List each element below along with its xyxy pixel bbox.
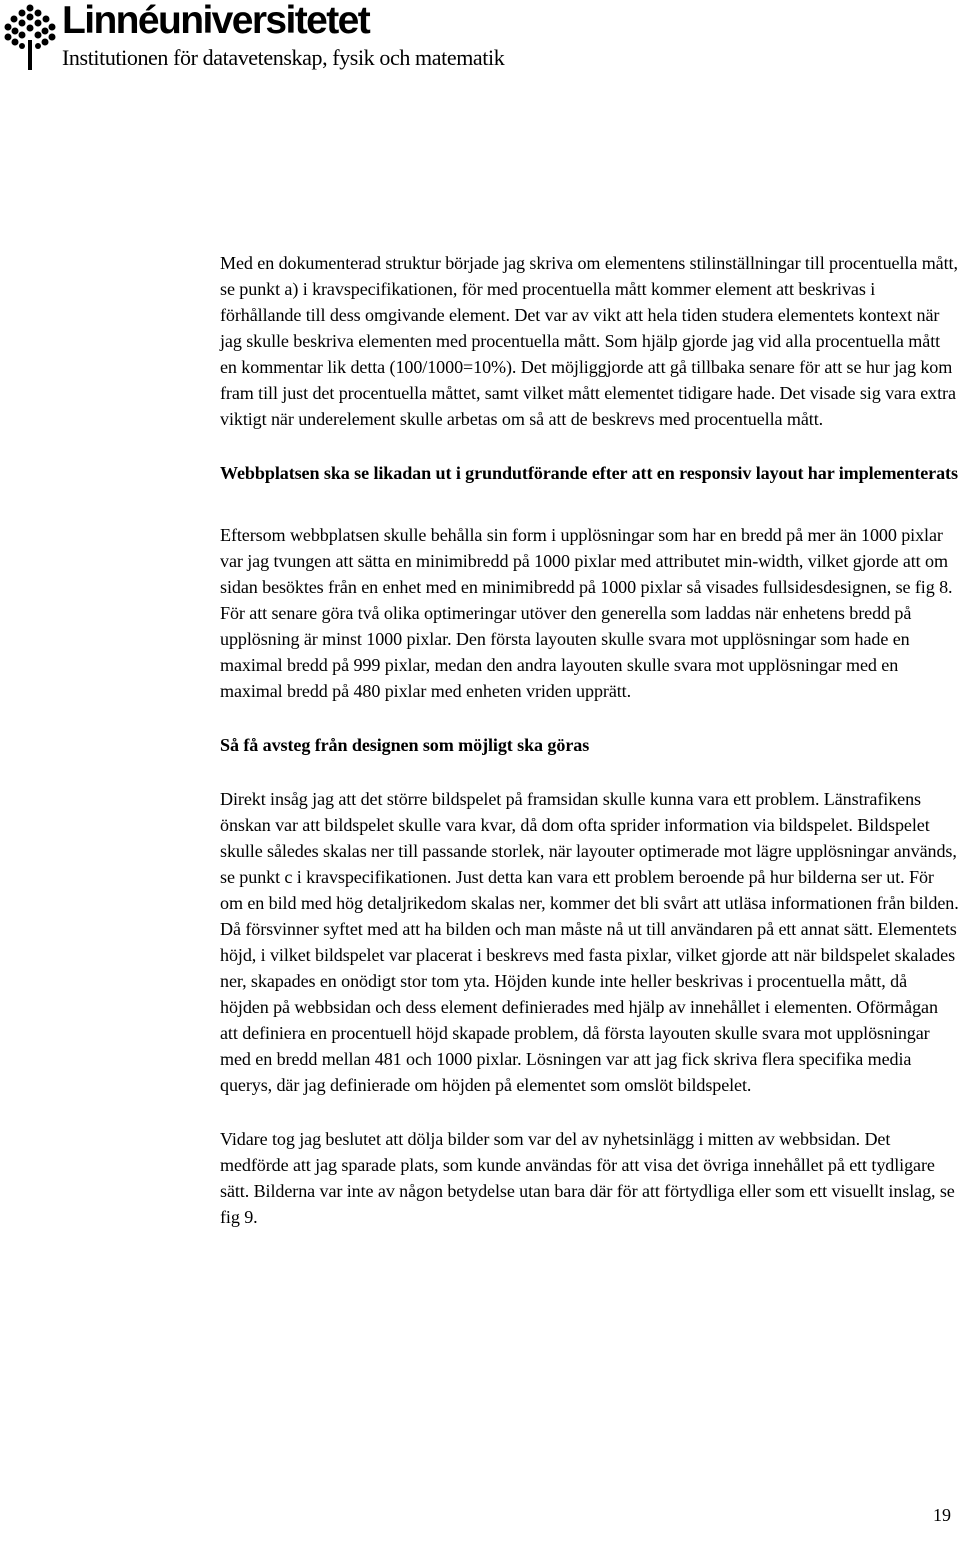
document-body — [220, 250, 960, 1230]
page-header — [0, 0, 960, 80]
paragraph: Med en dokumenterad struktur började jag skriva om elementens stilinställningar till procentuella mått, se punkt a) i kravspecifikationen, för med procentuella mått kommer element att beskrivas i förhållande till dess omgivande element. Det var av vikt att hela tiden studera elementets kontext när jag skulle beskriva elementen med procentuella mått. Som hjälp gjorde jag vid alla procentuella mått en kommentar lik detta (100/1000=10%). Det möjliggjorde att gå tillbaka senare för att se hur jag kom fram till just det procentuella måttet, samt vilket mått elementet tidigare hade. Det visade sig vara extra viktigt när underelement skulle arbetas om så att de beskrevs med procentuella mått. — [220, 253, 958, 429]
section-heading: Webbplatsen ska se likadan ut i grundutförande efter att en responsiv layout har implementerats — [220, 463, 958, 483]
paragraph: Eftersom webbplatsen skulle behålla sin form i upplösningar som har en bredd på mer än 1000 pixlar var jag tvungen att sätta en minimibredd på 1000 pixlar med attributet min-width, vilket gjorde att om sidan besöktes från en enhet med en minimibredd på 1000 pixlar så visades fullsidesdesignen, se fig 8. För att senare göra två olika optimeringar utöver den generella som laddas när enhetens bredd på upplösning är minst 1000 pixlar. Den första layouten skulle svara mot upplösningar som hade en maximal bredd på 999 pixlar, medan den andra layouten skulle svara mot upplösningar med en maximal bredd på 480 pixlar med enheten vriden upprätt. — [220, 525, 953, 701]
institution-name: Institutionen för datavetenskap, fysik och matematik — [62, 45, 505, 70]
paragraph: Direkt insåg jag att det större bildspelet på framsidan skulle kunna vara ett problem. Länstrafikens önskan var att bildspelet skulle vara kvar, då dom ofta sprider information via bildspelet. Bildspelet skulle således skalas ner till passande storlek, när layouter optimerade mot lägre upplösningar används, se punkt c i kravspecifikationen. Just detta kan vara ett problem beroende på hur bilderna ser ut. För om en bild med hög detaljrikedom skalas ner, kommer det bli svårt att utläsa informationen från bilden. Då försvinner syftet med att ha bilden och man måste nå ut till användaren på ett annat sätt. Elementets höjd, i vilket bildspelet var placerat i beskrevs med fasta pixlar, vilket gjorde att när bildspelet skalades ner, skapades en onödigt stor tom yta. Höjden kunde inte heller beskrivas i procentuella mått, då höjden på webbsidan och dess element definierades med hjälp av innehållet i elementen. Oförmågan att definiera en procentuell höjd skapade problem, då första layouten skulle svara mot upplösningar med en bredd mellan 481 och 1000 pixlar. Lösningen var att jag fick skriva flera specifika media querys, där jag definierade om höjden på elementet som omslöt bildspelet. — [220, 789, 959, 1095]
paragraph: Vidare tog jag beslutet att dölja bilder som var del av nyhetsinlägg i mitten av webbsidan. Det medförde att jag sparade plats, som kunde användas för att visa det övriga innehållet på ett tydligare sätt. Bilderna var inte av någon betydelse utan bara där för att förtydliga eller som ett visuellt inslag, se fig 9. — [220, 1129, 955, 1227]
section-heading: Så få avsteg från designen som möjligt ska göras — [220, 735, 590, 755]
tree-logo-icon — [4, 4, 56, 70]
page-number: 19 — [933, 1505, 951, 1525]
university-name: Linnéuniversitetet — [62, 0, 370, 42]
